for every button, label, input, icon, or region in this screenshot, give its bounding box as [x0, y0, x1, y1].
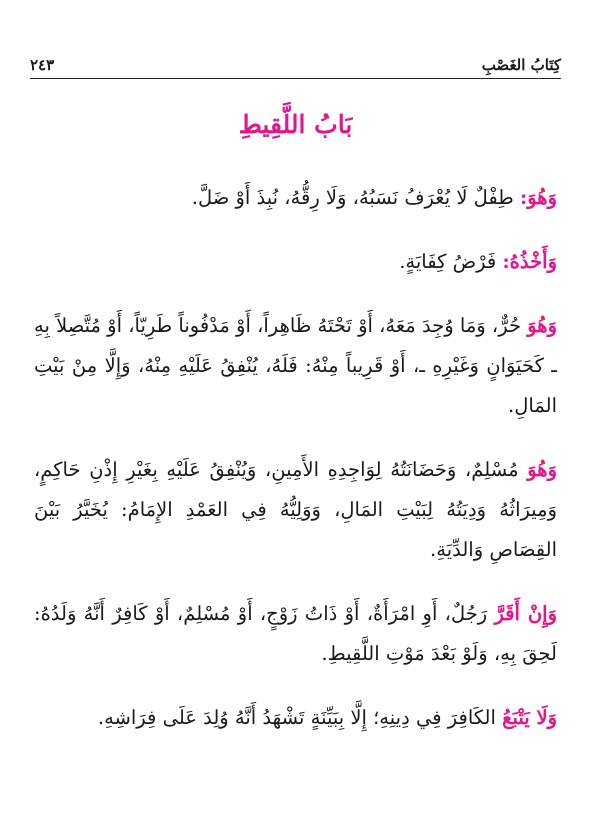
- running-title: كِتَابُ الغَصْبِ: [481, 56, 561, 74]
- paragraph-lead: وَأَخْذُهُ:: [502, 250, 557, 273]
- paragraph-lead: وَإِنْ أَقَرَّ: [494, 602, 557, 625]
- page-header: [30, 44, 561, 79]
- paragraph-text: مُسْلِمٌ، وَحَضَانَتُهُ لِوَاجِدِهِ الأَمِينِ، وَيُنْفِقُ عَلَيْهِ بِغَيْرِ إِذْنِ حَاكِمٍ، وَمِيرَاثُهُ وَدِيَتُهُ لِبَيْتِ المَالِ، وَوَلِيُّهُ فِي العَمْدِ الإِمَامُ: يُخَيَّرُ بَيْنَ القِصَاصِ وَالدِّيَةِ.: [34, 458, 557, 561]
- paragraph-definition: [34, 178, 557, 218]
- paragraph-text: رَجُلٌ، أَوِ امْرَأَةٌ، أَوْ ذَاتُ زَوْجٍ، أَوْ مُسْلِمٌ، أَوْ كَافِرٌ أَنَّهُ وَلَدُهُ: لَحِقَ بِهِ، وَلَوْ بَعْدَ مَوْتِ اللَّقِيطِ.: [34, 602, 557, 665]
- paragraph-lead: وَلَا يَتْبَعُ: [502, 706, 557, 729]
- paragraph-text: حُرٌّ، وَمَا وُجِدَ مَعَهُ، أَوْ تَحْتَهُ ظَاهِراً، أَوْ مَدْفُوناً طَرِيّاً، أَوْ مُتَّصِلاً بِهِ ـ كَحَيَوَانٍ وَغَيْرِهِ ـ، أَوْ قَرِيباً مِنْهُ: فَلَهُ، يُنْفِقُ عَلَيْهِ مِنْهُ، وَإِلَّا مِنْ بَيْتِ المَالِ.: [34, 314, 557, 417]
- paragraph-lead: وَهُوَ:: [520, 186, 557, 209]
- paragraph-ruling: [34, 242, 557, 282]
- paragraph-kafir: [34, 698, 557, 738]
- paragraph-text: الكَافِرَ فِي دِينِهِ؛ إِلَّا بِبَيِّنَةٍ تَشْهَدُ أَنَّهُ وُلِدَ عَلَى فِرَاشِهِ.: [97, 706, 503, 729]
- page-body: [34, 178, 557, 762]
- paragraph-acknowledgement: [34, 594, 557, 674]
- page-number: ٢٤٣: [30, 56, 55, 74]
- paragraph-freedom: [34, 306, 557, 426]
- paragraph-text: فَرْضُ كِفَايَةٍ.: [399, 250, 503, 273]
- paragraph-text: طِفْلٌ لَا يُعْرَفُ نَسَبُهُ، وَلَا رِقُّهُ، نُبِذَ أَوْ ضَلَّ.: [191, 186, 521, 209]
- paragraph-religion: [34, 450, 557, 570]
- paragraph-lead: وَهُوَ: [527, 314, 557, 337]
- chapter-title: بَابُ اللَّقِيطِ: [238, 110, 353, 139]
- paragraph-lead: وَهُوَ: [527, 458, 557, 481]
